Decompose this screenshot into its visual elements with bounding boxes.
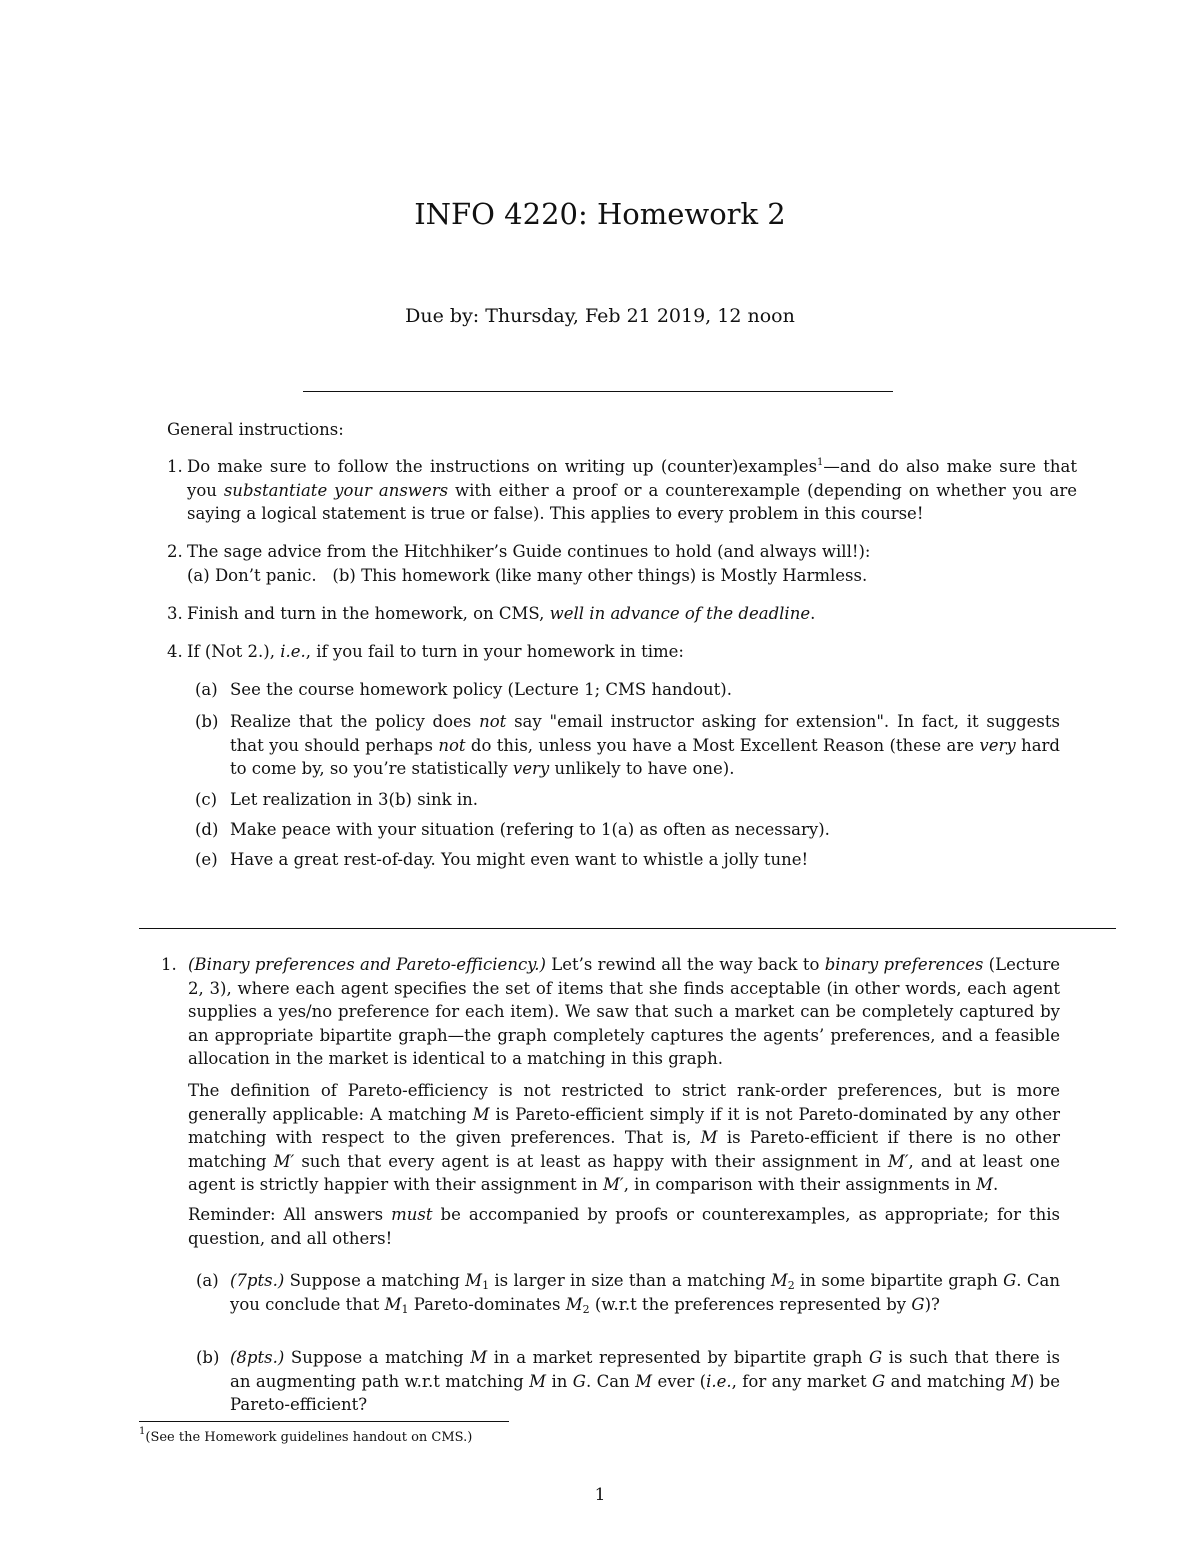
item-text: Do make sure to follow the instructions on writing up (counter)examples$^1$—and do also make sure that you substantiate your answers with either a proof or a counterexample (depending on whether you are saying a logical statement is true or false). This applies to every problem in this course! <box>187 457 1077 523</box>
footnote <box>139 1426 473 1447</box>
due-date: Due by: Thursday, Feb 21 2019, 12 noon <box>405 305 795 327</box>
sub-item-label: (e) <box>195 850 218 869</box>
sub-item-label: (c) <box>195 790 218 809</box>
pareto-definition-paragraph: The definition of Pareto-efficiency is not restricted to strict rank-order preferences, but is more generally applicable: A matching M is Pareto-efficient simply if it is not Pareto-dominated by any other matching with respect to the given preferences. That is, M is Pareto-efficient if there is no other matching M′ such that every agent is at least as happy with their assignment in M′, and at least one agent is strictly happier with their assignment in M′, in comparison with their assignments in M. <box>188 1081 1061 1194</box>
footnote-ref: 1 <box>817 457 824 468</box>
part-label: (b) <box>196 1348 220 1367</box>
sub-item-label: (d) <box>195 820 219 839</box>
item-text: Finish and turn in the homework, on CMS, well in advance of the deadline. <box>187 604 816 623</box>
part-text: (7pts.) Suppose a matching $M_1$ is larger in size than a matching $M_2$ in some bipartite graph G. Can you conclude that $M_1$ Pareto-dominates $M_2$ (w.r.t the preferences represented by G)? <box>230 1271 1060 1316</box>
item-number: 3. <box>167 604 183 623</box>
sub-item-text: Realize that the policy does not say "email instructor asking for extension". In fact, it suggests that you should perhaps not do this, unless you have a Most Excellent Reason (these are very hard to come by, so you’re statistically very unlikely to have one). <box>230 712 1060 778</box>
top-rule <box>303 391 893 392</box>
sub-item-text: Have a great rest-of-day. You might even want to whistle a jolly tune! <box>230 850 809 869</box>
item-number: 4. <box>167 642 183 661</box>
question-intro: (Binary preferences and Pareto-efficiency.) Let’s rewind all the way back to binary preferences (Lecture 2, 3), where each agent specifies the set of items that she finds acceptable (in other words, each agent supplies a yes/no preference for each item). We saw that such a market can be completely captured by an appropriate bipartite graph—the graph completely captures the agents’ preferences, and a feasible allocation in the market is identical to a matching in this graph. <box>188 955 1060 1068</box>
item-text: The sage advice from the Hitchhiker’s Guide continues to hold (and always will!): (a) Don’t panic. (b) This homework (like many other things) is Mostly Harmless. <box>187 542 871 585</box>
reminder-paragraph: Reminder: All answers must be accompanied by proofs or counterexamples, as appropriate; for this question, and all others! <box>188 1205 1060 1248</box>
footnote-rule <box>139 1421 509 1422</box>
sub-item-label: (a) <box>195 680 218 699</box>
general-instructions-heading: General instructions: <box>167 420 344 439</box>
item-number: 1. <box>167 457 183 476</box>
question-title: (Binary preferences and Pareto-efficiency.) <box>188 955 546 974</box>
part-text: (8pts.) Suppose a matching M in a market represented by bipartite graph G is such that there is an augmenting path w.r.t matching M in G. Can M ever (i.e., for any market G and matching M) be Pareto-efficient? <box>230 1348 1060 1414</box>
question-number: 1. <box>161 955 177 974</box>
document-title: INFO 4220: Homework 2 <box>414 197 786 231</box>
sub-item-text: Let realization in 3(b) sink in. <box>230 790 478 809</box>
footnote-text: (See the Homework guidelines handout on CMS.) <box>145 1430 473 1445</box>
footnote-mark: 1 <box>139 1426 146 1437</box>
part-label: (a) <box>196 1271 219 1290</box>
sub-item-label: (b) <box>195 712 219 731</box>
item-number: 2. <box>167 542 183 561</box>
sub-item-text: See the course homework policy (Lecture 1; CMS handout). <box>230 680 732 699</box>
item-text: If (Not 2.), i.e., if you fail to turn in your homework in time: <box>187 642 684 661</box>
sub-item-text: Make peace with your situation (refering to 1(a) as often as necessary). <box>230 820 830 839</box>
section-rule <box>139 928 1116 929</box>
page-number: 1 <box>594 1485 606 1505</box>
